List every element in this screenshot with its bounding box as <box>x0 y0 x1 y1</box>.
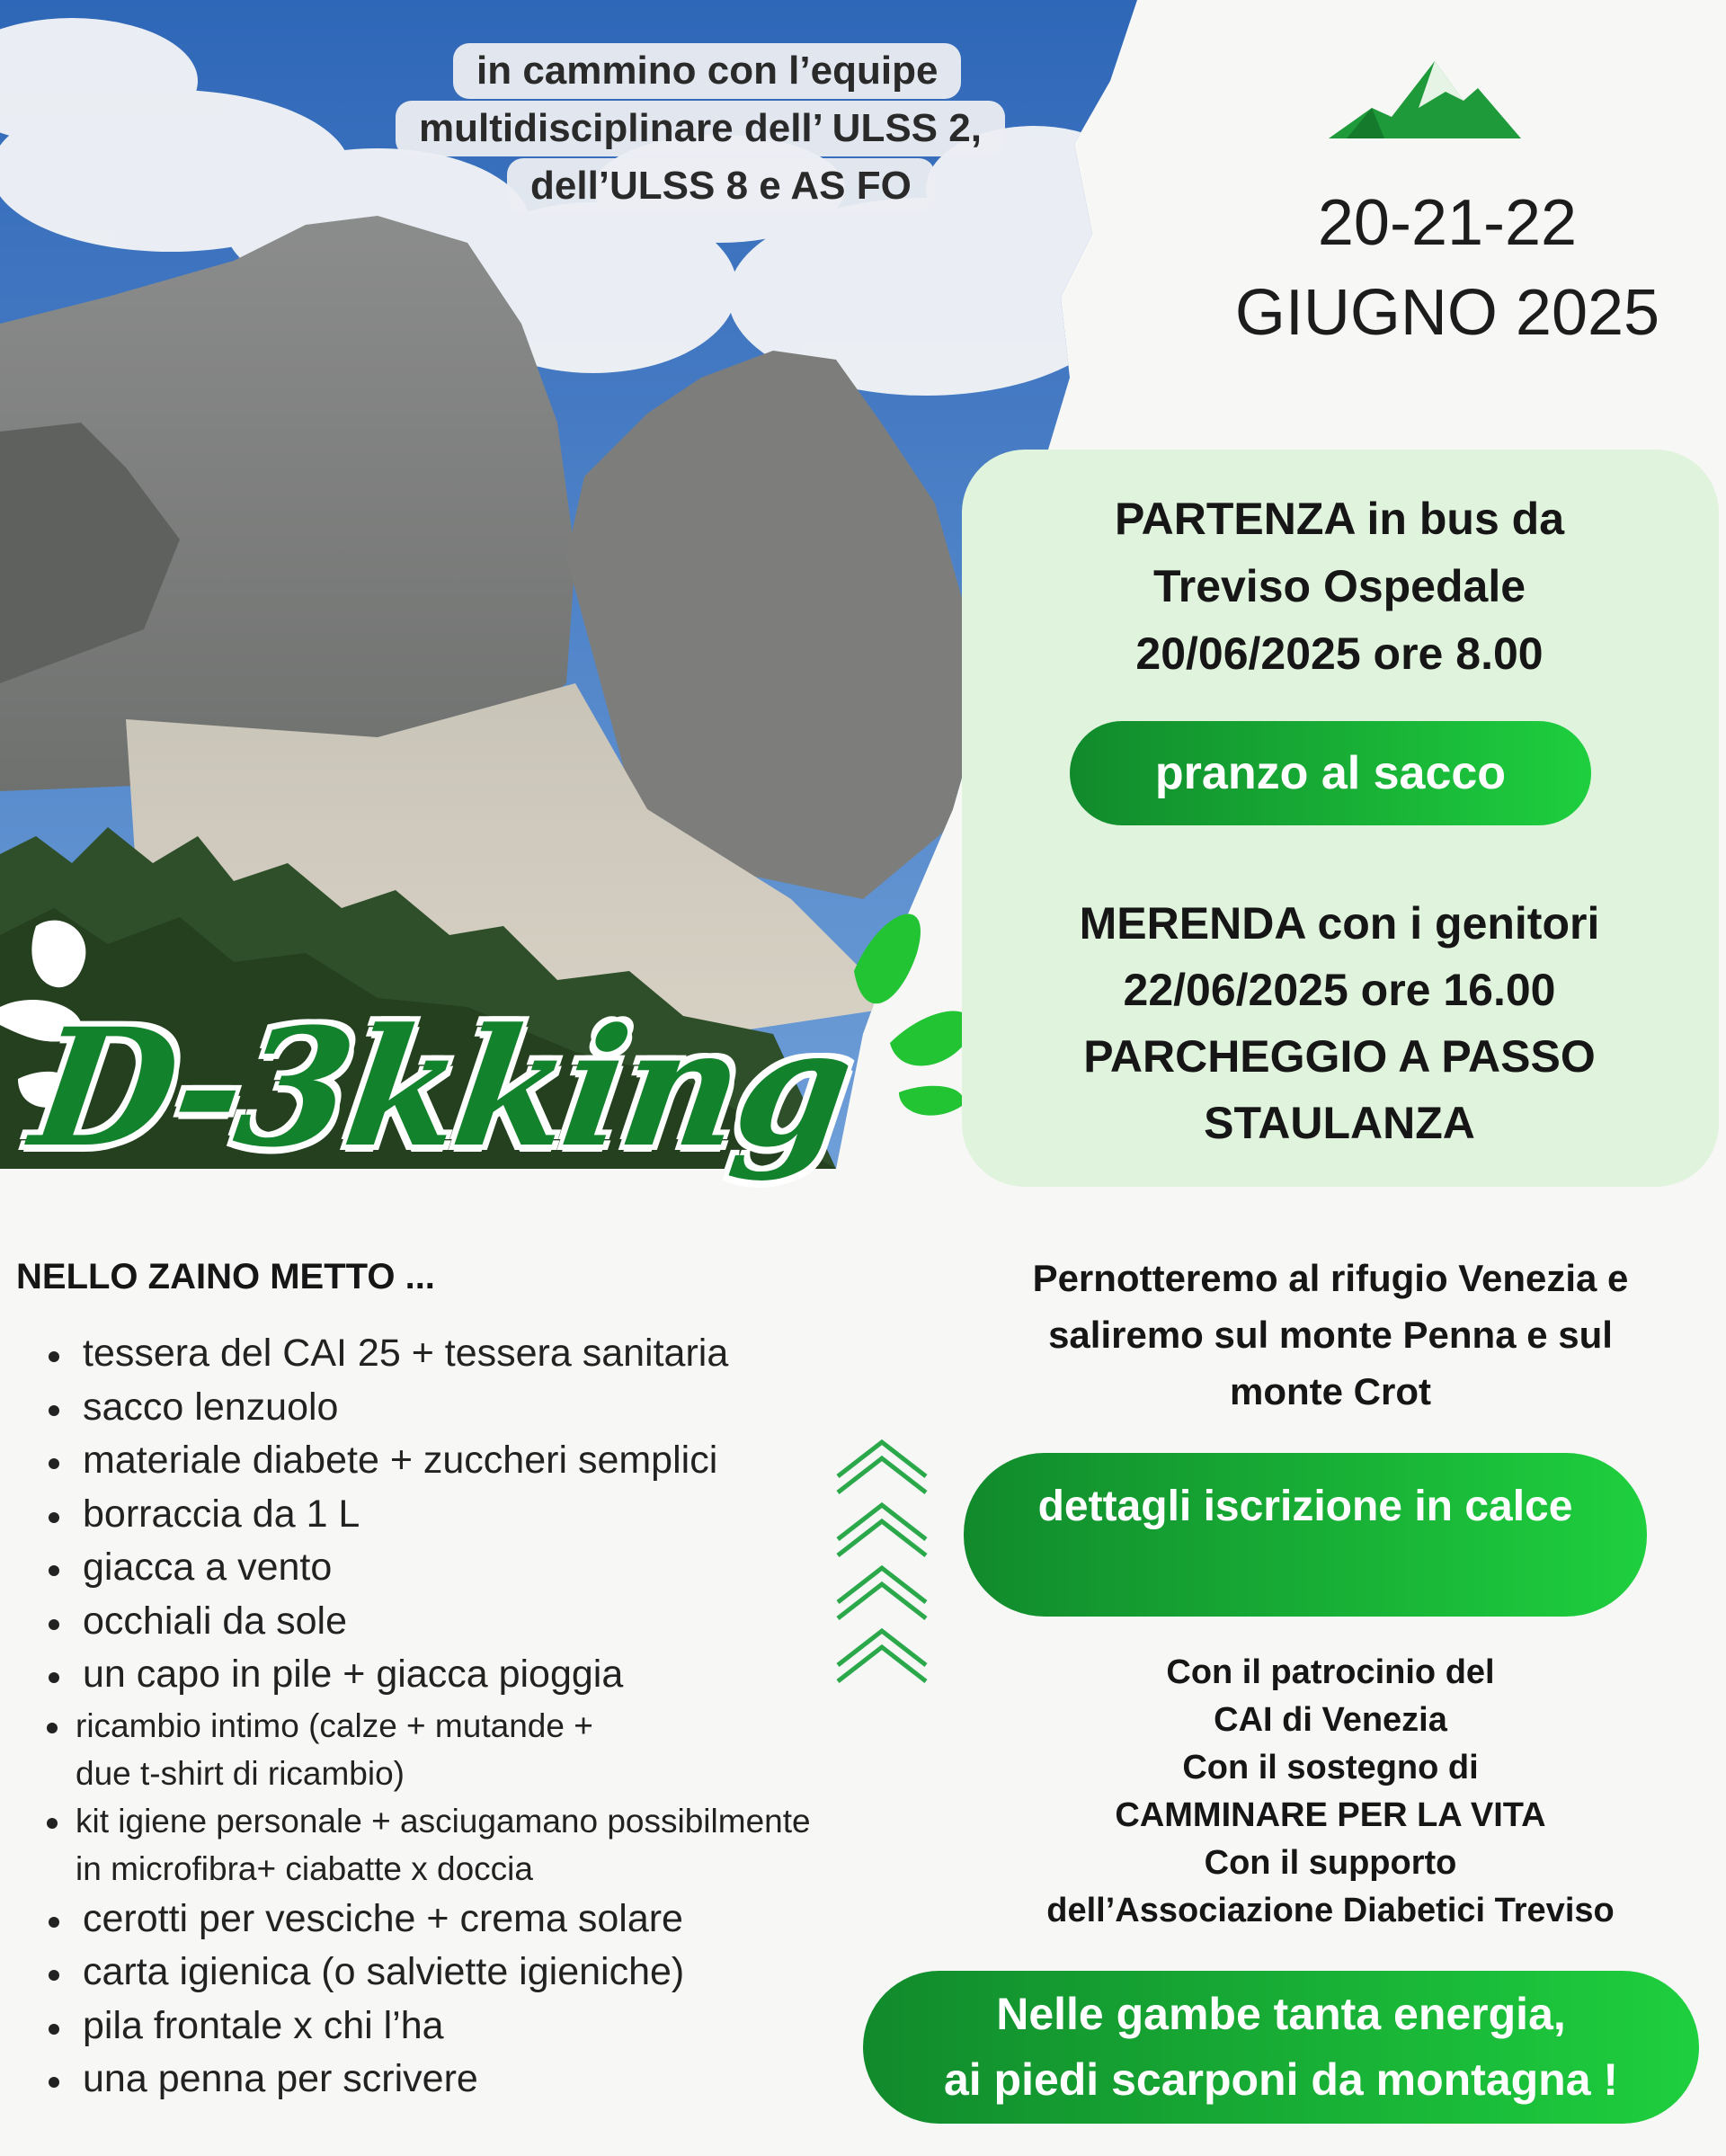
backpack-list <box>41 1327 922 2107</box>
list-item <box>41 1797 922 1893</box>
snack-line-3: PARCHEGGIO A PASSO <box>1083 1031 1596 1082</box>
sponsor-line-5: Con il supporto <box>1204 1844 1457 1882</box>
departure-line-2: Treviso Ospedale <box>1152 561 1526 611</box>
motto-line-1: Nelle gambe tanta energia, <box>996 1989 1566 2039</box>
tagline-line-2: multidisciplinare dell’ ULSS 2, <box>396 101 1005 156</box>
list-item: una penna per scrivere <box>41 2053 922 2107</box>
list-item: carta igienica (o salviette igieniche) <box>41 1946 922 2000</box>
departure-info <box>998 486 1681 688</box>
sponsor-line-1: Con il patrocinio del <box>1166 1653 1495 1691</box>
sponsor-line-2: CAI di Venezia <box>1214 1701 1447 1739</box>
list-item-line: ricambio intimo (calze + mutande + <box>76 1706 593 1744</box>
list-item: pila frontale x chi l’ha <box>41 2000 922 2054</box>
registration-details-badge: dettagli iscrizione in calce <box>964 1453 1647 1617</box>
departure-line-3: 20/06/2025 ore 8.00 <box>1135 628 1544 679</box>
date-month-year: GIUGNO 2025 <box>1234 277 1660 349</box>
mountain-icon <box>1329 56 1521 142</box>
sponsors-block <box>962 1649 1699 1935</box>
overnight-info <box>962 1250 1699 1420</box>
overnight-line-2: saliremo sul monte Penna e sul <box>1048 1314 1613 1356</box>
motto-line-2: ai piedi scarponi da montagna ! <box>943 2054 1619 2105</box>
date-days: 20-21-22 <box>1317 187 1578 259</box>
lunch-badge: pranzo al sacco <box>1070 721 1591 825</box>
snack-info <box>998 890 1681 1156</box>
backpack-title: NELLO ZAINO METTO ... <box>16 1257 435 1296</box>
tagline-line-1: in cammino con l’equipe <box>453 43 961 99</box>
list-item: occhiali da sole <box>41 1595 922 1649</box>
list-item: materiale diabete + zuccheri semplici <box>41 1434 922 1488</box>
list-item-line: due t-shirt di ricambio) <box>76 1754 405 1792</box>
motto-badge <box>863 1971 1699 2124</box>
d3kking-logo: D-3kking <box>22 993 860 1183</box>
list-item-line: in microfibra+ ciabatte x doccia <box>76 1849 533 1887</box>
overnight-line-1: Pernotteremo al rifugio Venezia e <box>1032 1257 1629 1299</box>
sponsor-line-6: dell’Associazione Diabetici Treviso <box>1046 1892 1615 1929</box>
list-item: sacco lenzuolo <box>41 1381 922 1435</box>
tagline-line-3: dell’ULSS 8 e AS FO <box>507 158 935 214</box>
overnight-line-3: monte Crot <box>1230 1370 1431 1412</box>
snack-line-2: 22/06/2025 ore 16.00 <box>1123 965 1556 1015</box>
list-item: borraccia da 1 L <box>41 1488 922 1542</box>
list-item: giacca a vento <box>41 1541 922 1595</box>
list-item <box>41 1702 922 1797</box>
list-item: un capo in pile + giacca pioggia <box>41 1648 922 1702</box>
list-item-line: kit igiene personale + asciugamano possibilmente <box>76 1802 811 1840</box>
sponsor-line-4: CAMMINARE PER LA VITA <box>1115 1796 1546 1834</box>
event-dates <box>1169 178 1726 358</box>
departure-line-1: PARTENZA in bus da <box>1115 494 1564 544</box>
list-item: tessera del CAI 25 + tessera sanitaria <box>41 1327 922 1381</box>
sponsor-line-3: Con il sostegno di <box>1182 1749 1479 1786</box>
snack-line-1: MERENDA con i genitori <box>1079 898 1600 949</box>
list-item: cerotti per vesciche + crema solare <box>41 1893 922 1947</box>
snack-line-4: STAULANZA <box>1204 1098 1475 1148</box>
